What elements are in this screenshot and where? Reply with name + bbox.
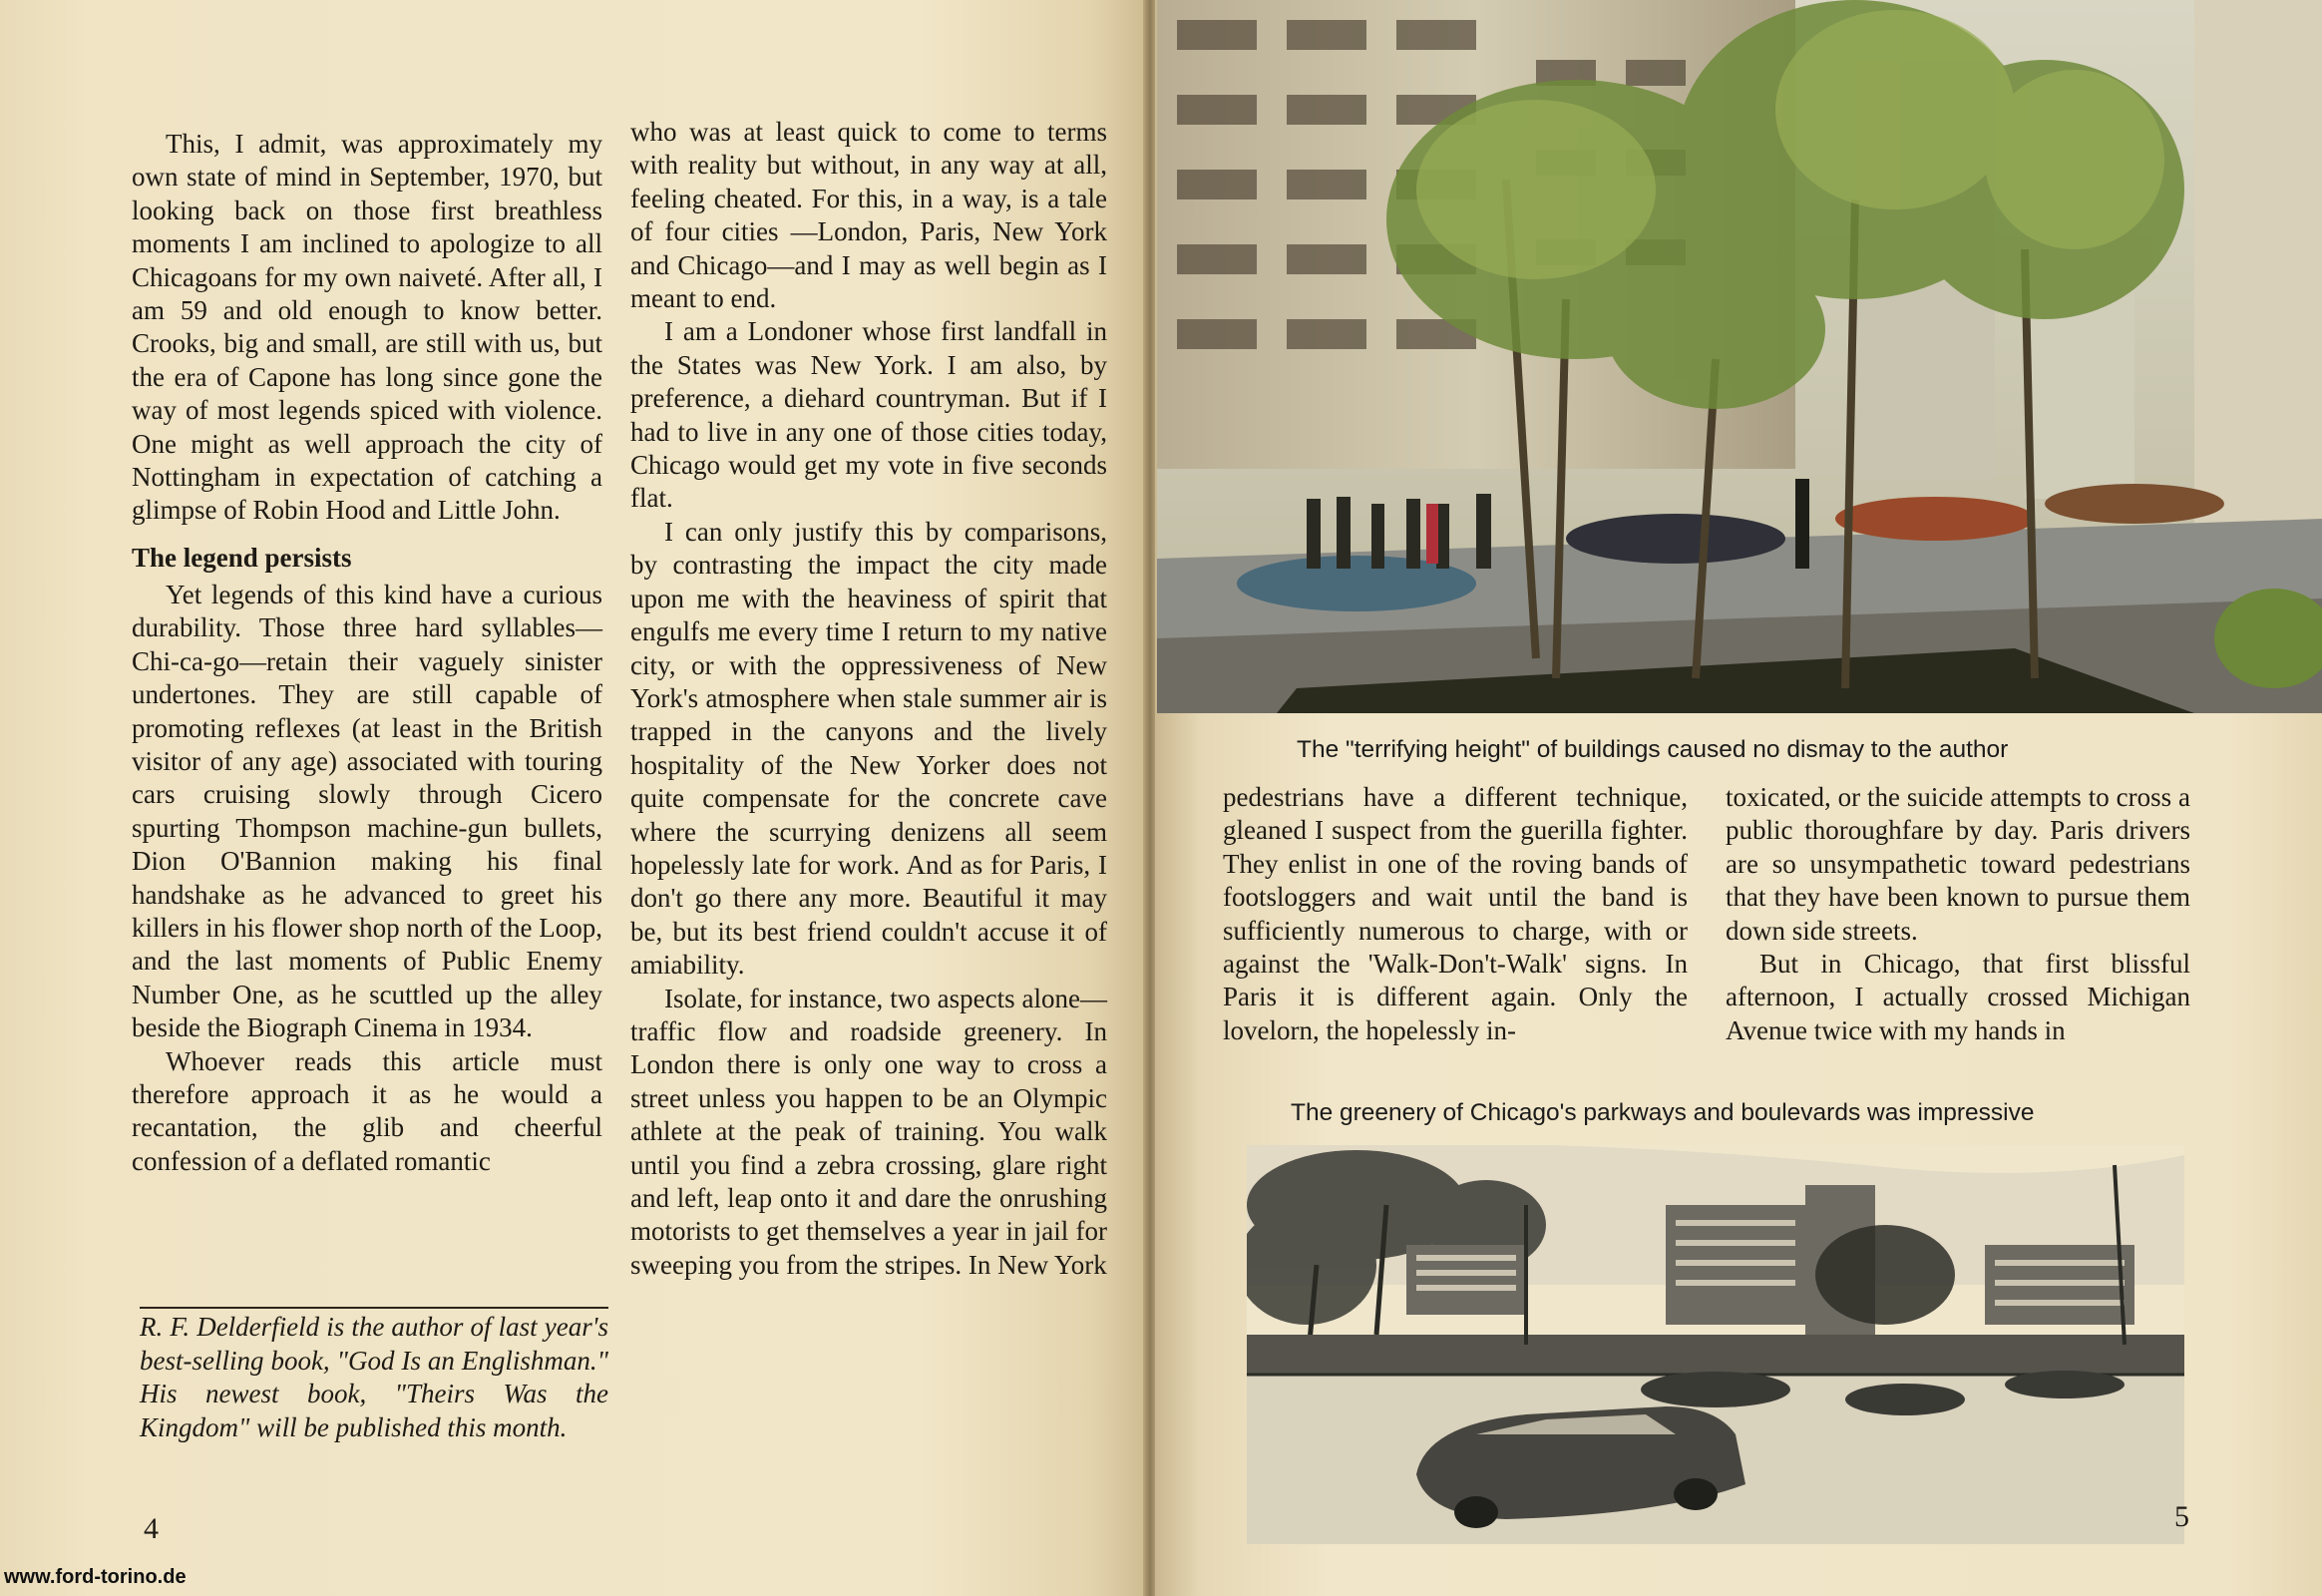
left-page <box>0 0 1147 1596</box>
paragraph: Yet legends of this kind have a curious durability. Those three hard syllables—Chi-ca-go—retain their vaguely sinister undertones. They are still capable of promoting reflexes (at least in the British visitor of any age) associated with touring cars cruising slowly through Cicero spurting Thompson machine-gun bullets, Dion O'Bannion making his final handshake as he advanced to greet his killers in his flower shop north of the Loop, and the last moments of Public Enemy Number One, as he scuttled up the alley beside the Biograph Cinema in 1934. <box>132 579 602 1043</box>
boulevard-sketch-illustration <box>1247 1145 2184 1544</box>
text-column-1 <box>132 128 602 1178</box>
page-number-left: 4 <box>144 1512 159 1545</box>
watermark: www.ford-torino.de <box>4 1566 187 1588</box>
paragraph: Whoever reads this article must therefore approach it as he would a recantation, the glib and cheerful confession of a deflated romantic <box>132 1045 602 1176</box>
section-heading: The legend persists <box>132 542 352 573</box>
text-column-3 <box>1223 781 1688 1047</box>
author-bio: R. F. Delderfield is the author of last year's best-selling book, "God Is an Englishman." His newest book, "Theirs Was the Kingdom" will be published this month. <box>140 1307 608 1444</box>
street-scene-illustration <box>1157 0 2322 713</box>
photo-caption-bottom: The greenery of Chicago's parkways and boulevards was impressive <box>1291 1099 2035 1126</box>
text-column-2 <box>630 116 1107 1282</box>
paragraph: I am a Londoner whose first landfall in the States was New York. I am also, by preference, a diehard countryman. But if I had to live in any one of those cities today, Chicago would get my vote in five seconds flat. <box>630 316 1107 514</box>
page-number-right: 5 <box>2174 1500 2189 1533</box>
paragraph: pedestrians have a different technique, gleaned I suspect from the guerilla fighter. They enlist in one of the roving bands of footsloggers and wait until the band is sufficiently numerous to charge, with or against the 'Walk-Don't-Walk' signs. In Paris it is different again. Only the lovelorn, the hopelessly in- <box>1223 782 1688 1045</box>
paragraph: But in Chicago, that first blissful afternoon, I actually crossed Michigan Avenue twice with my hands in <box>1726 949 2190 1045</box>
paragraph: who was at least quick to come to terms with reality but without, in any way at all, feeling cheated. For this, in a way, is a tale of four cities —London, Paris, New York and Chicago—and I may as well begin as I meant to end. <box>630 117 1107 314</box>
paragraph: This, I admit, was approximately my own state of mind in September, 1970, but looking back on those first breathless moments I am inclined to apologize to all Chicagoans for my own naiveté. After all, I am 59 and old enough to know better. Crooks, big and small, are still with us, but the era of Capone has long since gone the way of most legends spiced with violence. One might as well approach the city of Nottingham in expectation of catching a glimpse of Robin Hood and Little John. <box>132 129 602 526</box>
paragraph: Isolate, for instance, two aspects alone—traffic flow and roadside greenery. In London there is only one way to cross a street unless you happen to be an Olympic athlete at the peak of training. You walk until you find a zebra crossing, glare right and left, leap onto it and dare the onrushing motorists to get themselves a year in jail for sweeping you from the stripes. In New York <box>630 983 1107 1280</box>
photo-caption-top: The "terrifying height" of buildings caused no dismay to the author <box>1297 736 2009 763</box>
paragraph: I can only justify this by comparisons, by contrasting the impact the city made upon me with the heaviness of spirit that engulfs me every time I return to my native city, or with the oppressiveness of New York's atmosphere when stale summer air is trapped in the canyons and the lively hospitality of the New Yorker does not quite compensate for the concrete cave where the scurrying denizens all seem hopelessly late for work. And as for Paris, I don't go there any more. Beautiful it may be, but its best friend couldn't accuse it of amiability. <box>630 516 1107 981</box>
text-column-4 <box>1726 781 2190 1047</box>
paragraph: toxicated, or the suicide attempts to cross a public thoroughfare by day. Paris drivers are so unsympathetic toward pedestrians that they have been known to pursue them down side streets. <box>1726 782 2190 946</box>
